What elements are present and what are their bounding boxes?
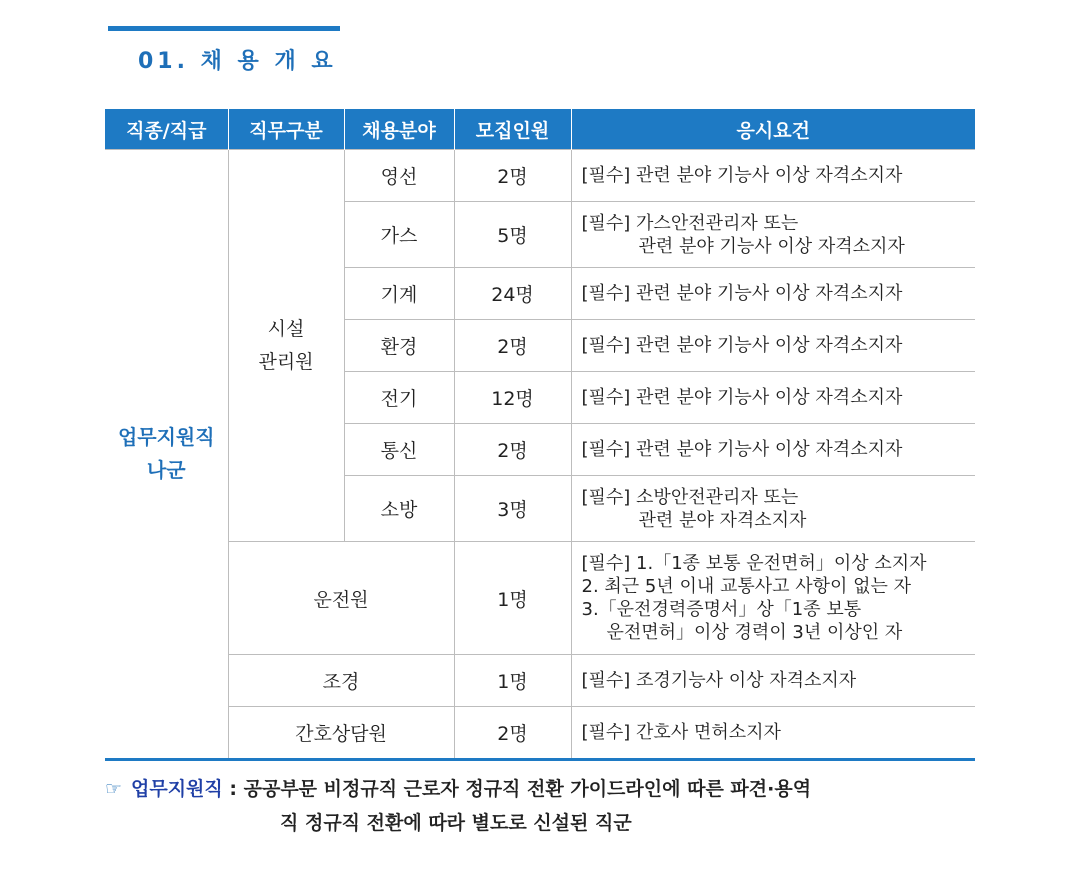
recruitment-table <box>105 109 975 759</box>
header-job-type: 직종/직급 <box>105 109 228 150</box>
field-cell: 환경 <box>344 320 454 372</box>
header-requirements: 응시요건 <box>571 109 975 150</box>
field-cell: 소방 <box>344 476 454 542</box>
pointing-hand-icon: ☞ <box>105 778 123 800</box>
subgroup-label-line2: 관리원 <box>258 350 314 373</box>
section-title: 01. 채 용 개 요 <box>138 49 337 74</box>
count-cell: 3명 <box>454 476 571 542</box>
table-bottom-rule <box>105 758 975 761</box>
requirement-cell: [필수] 관련 분야 기능사 이상 자격소지자 <box>571 424 975 476</box>
requirement-cell: [필수] 1.「1종 보통 운전면허」이상 소지자 2. 최근 5년 이내 교통사고 사항이 없는 자 3.「운전경력증명서」상「1종 보통 운전면허」이상 경력이 3년 이상인 자 <box>571 542 975 655</box>
requirement-cell: [필수] 관련 분야 기능사 이상 자격소지자 <box>571 372 975 424</box>
table-row <box>105 150 975 202</box>
count-cell: 2명 <box>454 424 571 476</box>
count-cell: 2명 <box>454 320 571 372</box>
count-cell: 1명 <box>454 655 571 707</box>
group-label-line1: 업무지원직 <box>117 425 215 449</box>
count-cell: 24명 <box>454 268 571 320</box>
job-cell: 간호상담원 <box>228 707 454 759</box>
field-cell: 가스 <box>344 202 454 268</box>
header-duty: 직무구분 <box>228 109 344 150</box>
requirement-cell: [필수] 가스안전관리자 또는 관련 분야 기능사 이상 자격소지자 <box>571 202 975 268</box>
requirement-cell: [필수] 간호사 면허소지자 <box>571 707 975 759</box>
field-cell: 기계 <box>344 268 454 320</box>
count-cell: 12명 <box>454 372 571 424</box>
count-cell: 1명 <box>454 542 571 655</box>
requirement-cell: [필수] 조경기능사 이상 자격소지자 <box>571 655 975 707</box>
requirement-cell: [필수] 관련 분야 기능사 이상 자격소지자 <box>571 320 975 372</box>
count-cell: 2명 <box>454 707 571 759</box>
table-header-row <box>105 109 975 150</box>
subgroup-label-line1: 시설 <box>267 317 305 340</box>
footnote <box>105 772 985 840</box>
requirement-cell: [필수] 관련 분야 기능사 이상 자격소지자 <box>571 150 975 202</box>
table-row <box>105 707 975 759</box>
group-label-line2: 나군 <box>146 458 186 482</box>
header-count: 모집인원 <box>454 109 571 150</box>
field-cell: 통신 <box>344 424 454 476</box>
requirement-cell: [필수] 관련 분야 기능사 이상 자격소지자 <box>571 268 975 320</box>
group-label <box>105 150 228 759</box>
table-row <box>105 542 975 655</box>
footnote-text-line2: 직 정규직 전환에 따라 별도로 신설된 직군 <box>280 812 632 834</box>
header-field: 채용분야 <box>344 109 454 150</box>
subgroup-label <box>228 150 344 542</box>
requirement-cell: [필수] 소방안전관리자 또는 관련 분야 자격소지자 <box>571 476 975 542</box>
table-row <box>105 655 975 707</box>
count-cell: 2명 <box>454 150 571 202</box>
field-cell: 전기 <box>344 372 454 424</box>
count-cell: 5명 <box>454 202 571 268</box>
job-cell: 운전원 <box>228 542 454 655</box>
footnote-text-line1: : 공공부문 비정규직 근로자 정규직 전환 가이드라인에 따른 파견·용역 <box>222 778 812 800</box>
footnote-term: 업무지원직 <box>131 778 223 800</box>
job-cell: 조경 <box>228 655 454 707</box>
section-accent-bar <box>108 26 340 31</box>
field-cell: 영선 <box>344 150 454 202</box>
